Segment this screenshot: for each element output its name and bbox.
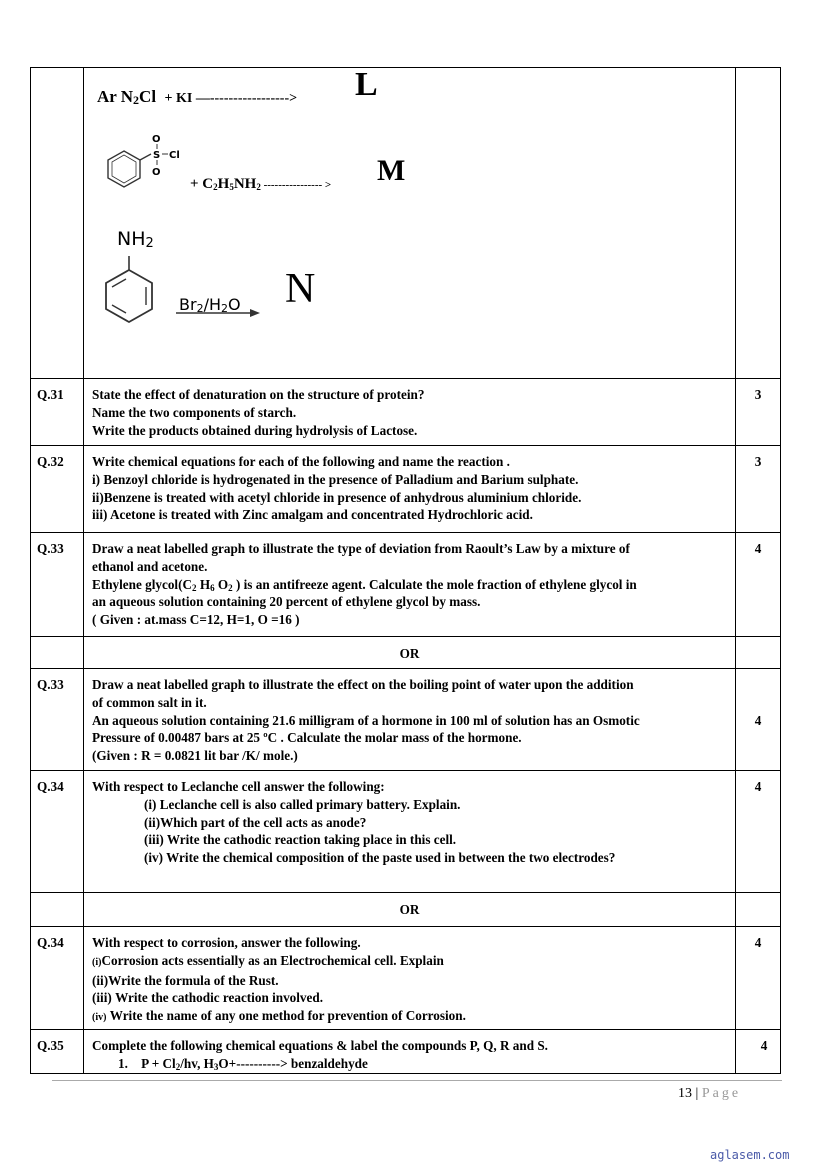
reaction-cell xyxy=(84,68,736,379)
page-footer xyxy=(678,1086,741,1102)
question-number: Q.34 xyxy=(31,771,84,893)
question-row-q32 xyxy=(31,446,781,533)
marks-cell-empty xyxy=(736,68,781,379)
footer-separator: | xyxy=(695,1086,699,1101)
reaction-1: Ar $N_2Cl$ + KI —-----------------> xyxy=(97,87,298,107)
page-label: Page xyxy=(701,1086,742,1101)
question-marks: 3 xyxy=(736,379,781,446)
product-N: N xyxy=(285,266,316,312)
question-number: Q.31 xyxy=(31,379,84,446)
question-number: Q.32 xyxy=(31,446,84,533)
question-marks: 4 xyxy=(736,1030,781,1074)
question-number: Q.33 xyxy=(31,533,84,637)
question-text: State the effect of denaturation on the structure of protein? Name the two components of starch. Write the products obtained during hydrolysis of Lactose. xyxy=(84,379,736,446)
question-row-q33b xyxy=(31,669,781,771)
reagent-br2-h2o: $Br_2/H_2O$ xyxy=(179,295,241,315)
question-text: Write chemical equations for each of the following and name the reaction . i) Benzoyl chloride is hydrogenated in the presence of Palladium and Barium sulphate. ii)Benzene is treated with acetyl chloride in presence of anhydrous aluminium chloride. iii) Acetone is treated with Zinc amalgam and concentrated Hydrochloric acid. xyxy=(84,446,736,533)
reaction-2: + $C_2H_5NH_2$ ---------------- > xyxy=(190,176,332,192)
sulfonyl-o-bottom: O xyxy=(152,167,161,178)
question-number: Q.34 xyxy=(31,927,84,1030)
question-number: Q.35 xyxy=(31,1030,84,1074)
question-text: Complete the following chemical equations & label the compounds P, Q, R and S. 1. $P + Cl_2/hv$, $H_3O+---------->$ benzaldehyde xyxy=(84,1030,736,1074)
footer-rule xyxy=(52,1080,782,1081)
question-marks: 4 xyxy=(736,669,781,771)
question-text: Draw a neat labelled graph to illustrate the effect on the boiling point of water upon the addition of common salt in it. An aqueous solution containing 21.6 milligram of a hormone in 100 ml of solution has an Osmotic Pressure of 0.00487 bars at 25 ºC . Calculate the molar mass of the hormone. (Given : R = 0.0821 lit bar /K/ mole.) xyxy=(84,669,736,771)
question-marks: 3 xyxy=(736,446,781,533)
question-marks: 4 xyxy=(736,927,781,1030)
sulfonyl-cl: Cl xyxy=(169,150,180,161)
or-row xyxy=(31,637,781,669)
question-row-q33a xyxy=(31,533,781,637)
question-text: With respect to corrosion, answer the following. (i)Corrosion acts essentially as an Electrochemical cell. Explain (ii)Write the formula of the Rust. (iii) Write the cathodic reaction involved. (iv) Write the name of any one method for prevention of Corrosion. xyxy=(84,927,736,1030)
question-text: Draw a neat labelled graph to illustrate the type of deviation from Raoult’s Law by a mixture of ethanol and acetone. Ethylene $glycol(C_2$ $H_6$ $O_2$ ) is an antifreeze agent. Calculate the mole fraction of ethylene glycol in an aqueous solution containing 20 percent of ethylene glycol by mass. ( Given : at.mass C=12, H=1, O =16 ) xyxy=(84,533,736,637)
or-label: OR xyxy=(84,893,736,927)
question-number: Q.33 xyxy=(31,669,84,771)
or-label: OR xyxy=(84,637,736,669)
product-M: M xyxy=(377,154,406,187)
question-marks: 4 xyxy=(736,533,781,637)
sulfonyl-o-top: O xyxy=(152,134,161,145)
question-text: With respect to Leclanche cell answer the following: (i) Leclanche cell is also called primary battery. Explain. (ii)Which part of the cell acts as anode? (iii) Write the cathodic reaction taking place in this cell. (iv) Write the chemical composition of the paste used in between the two electrodes? xyxy=(84,771,736,893)
q-cell-empty xyxy=(31,68,84,379)
sulfonyl-s: S xyxy=(153,150,161,161)
aniline-amine-label: $NH_2$ xyxy=(117,228,154,251)
question-table xyxy=(30,67,781,1074)
question-row-q34b xyxy=(31,927,781,1030)
or-row xyxy=(31,893,781,927)
question-row-q31 xyxy=(31,379,781,446)
benzenesulfonyl-chloride-structure xyxy=(96,132,188,194)
question-row-q34a xyxy=(31,771,781,893)
page-number: 13 xyxy=(678,1086,692,1101)
product-L: L xyxy=(355,66,378,103)
question-marks: 4 xyxy=(736,771,781,893)
watermark[interactable]: aglasem.com xyxy=(710,1148,790,1162)
question-row-q35 xyxy=(31,1030,781,1074)
